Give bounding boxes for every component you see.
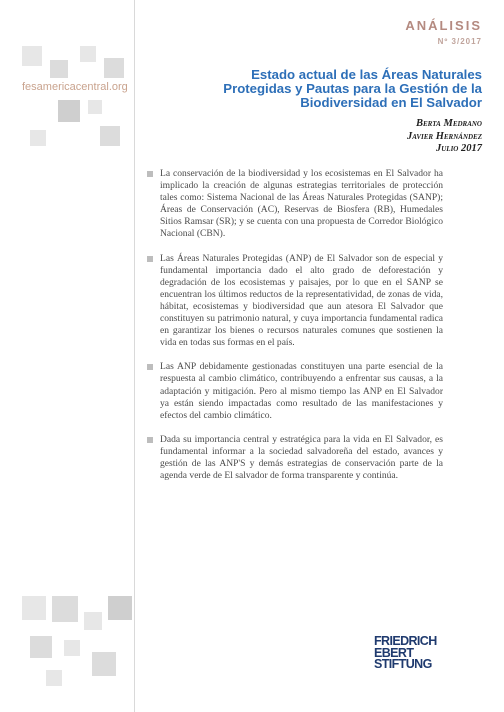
summary-paragraph xyxy=(147,434,443,482)
document-title xyxy=(182,68,482,110)
summary-section xyxy=(147,168,443,494)
summary-paragraph xyxy=(147,361,443,421)
decor-square xyxy=(50,60,68,78)
decor-square xyxy=(80,46,96,62)
title-line: Protegidas y Pautas para la Gestión de la xyxy=(223,81,482,96)
paragraph-text: Las ANP debidamente gestionadas constituyen una parte esencial de la respuesta al cambio climático, contribuyendo a enfrentar sus causas, a la adaptación y mitigación. Pero al mismo tiempo las ANP en El Salvador ya están siendo impactadas como resultado de las manifestaciones y efectos del cambio climático. xyxy=(160,361,443,421)
decor-square xyxy=(52,596,78,622)
issue-number: Nº 3/2017 xyxy=(437,37,482,46)
decor-square xyxy=(64,640,80,656)
paragraph-text: La conservación de la biodiversidad y los ecosistemas en El Salvador ha implicado la creación de algunas estrategias territoriales de protección tales como: Sistema Nacional de las Áreas Naturales Protegidas (SANP); Áreas de Conservación (AC), Reservas de Biosfera (RB), Humedales Sitios Ramsar (SR); y se cuenta con una propuesta de Corredor Biológico Nacional (CBN). xyxy=(160,168,443,240)
author-name: Berta Medrano xyxy=(415,118,482,129)
decor-square xyxy=(104,58,124,78)
decor-square xyxy=(22,46,42,66)
logo-line: FRIEDRICH xyxy=(374,634,437,648)
fes-logo xyxy=(374,636,470,671)
decor-square xyxy=(108,596,132,620)
decor-square xyxy=(30,636,52,658)
series-label: ANÁLISIS xyxy=(405,18,482,33)
decor-square xyxy=(30,130,46,146)
logo-line: EBERT xyxy=(374,645,414,660)
authors-block xyxy=(407,118,482,156)
decor-square xyxy=(58,100,80,122)
decor-square xyxy=(100,126,120,146)
decor-square xyxy=(92,652,116,676)
author-name: Javier Hernández xyxy=(406,130,482,142)
decor-square xyxy=(84,612,102,630)
title-line: Estado actual de las Áreas Naturales xyxy=(251,67,482,82)
logo-line: STIFTUNG xyxy=(374,657,432,671)
vertical-divider xyxy=(134,0,135,712)
paragraph-text: Las Áreas Naturales Protegidas (ANP) de El Salvador son de especial y fundamental importancia dado el alto grado de deforestación y degradación de los ecosistemas y paisajes, por lo que en el SANP se encuentran los últimos reductos de la representatividad, de zonas de vida, hábitat, ecosistemas y biodiversidad que aun atesora El Salvador que constituyen su patrimonio natural, y cuya importancia fundamental radica en garantizar los bienes o recursos naturales comunes que sostienen la vida en todas sus formas en el país. xyxy=(160,252,443,349)
square-bullet-icon xyxy=(147,256,153,262)
title-line: Biodiversidad en El Salvador xyxy=(300,95,482,110)
square-bullet-icon xyxy=(147,171,153,177)
square-bullet-icon xyxy=(147,364,153,370)
decor-square xyxy=(22,596,46,620)
summary-paragraph xyxy=(147,253,443,350)
paragraph-text: Dada su importancia central y estratégica para la vida en El Salvador, es fundamental informar a la sociedad salvadoreña del estado, avances y gestión de las ANP'S y demás estrategias de conservación parte de la agenda verde de El salvador de forma transparente y continúa. xyxy=(160,433,443,482)
website-label: fesamericacentral.org xyxy=(22,81,128,93)
decor-square xyxy=(88,100,102,114)
square-bullet-icon xyxy=(147,437,153,443)
publication-date: Julio 2017 xyxy=(436,143,482,154)
decor-square xyxy=(46,670,62,686)
summary-paragraph xyxy=(147,168,443,241)
